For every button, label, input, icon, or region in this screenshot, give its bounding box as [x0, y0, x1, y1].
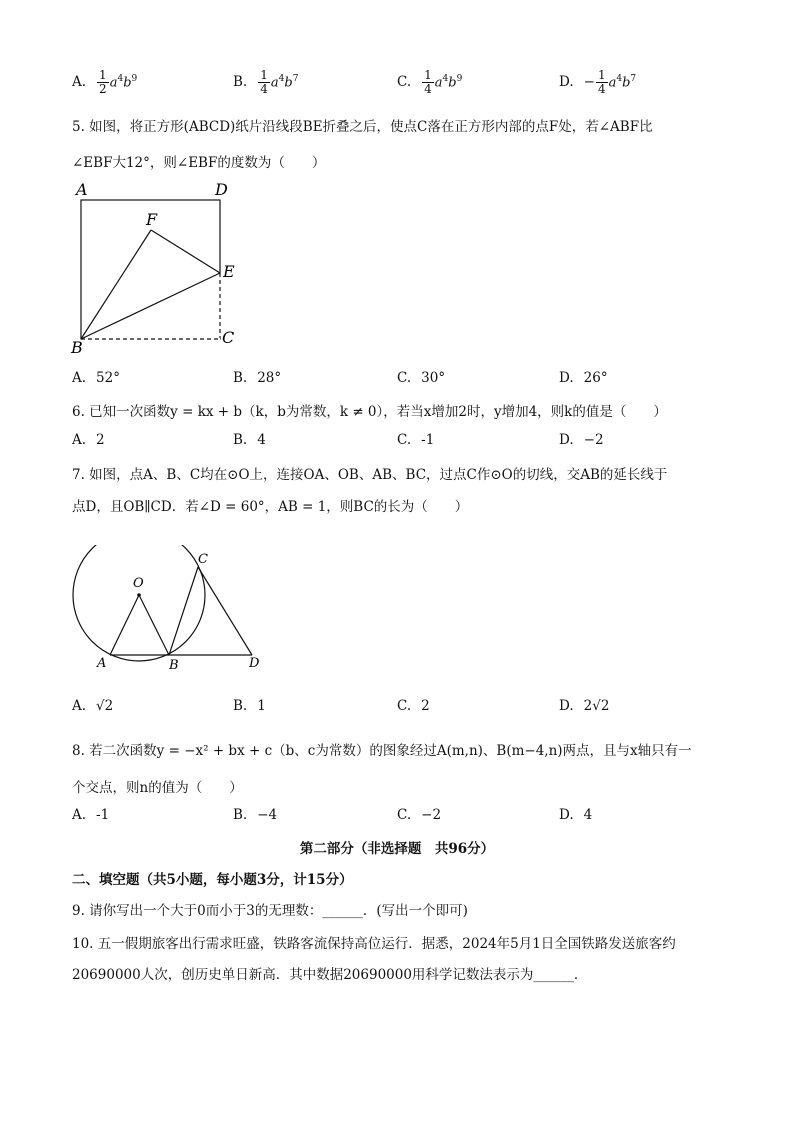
- label-f: F: [146, 210, 158, 229]
- q5-option-d[interactable]: D. 26°: [559, 370, 608, 386]
- q6-option-b[interactable]: B. 4: [233, 432, 266, 448]
- q7-options: [72, 686, 752, 726]
- q8-options: [72, 795, 752, 835]
- label-a: A: [97, 656, 107, 671]
- tangent-cd: [198, 567, 252, 655]
- segment-fe: [151, 230, 220, 273]
- q8-option-a[interactable]: A. -1: [72, 807, 110, 823]
- label-o: O: [133, 576, 144, 591]
- segment-ob: [139, 595, 169, 655]
- label-d: D: [215, 180, 228, 199]
- q7-circle-figure: [60, 545, 280, 680]
- q7-text-line2: 点D，且OB∥CD．若∠D = 60°，AB = 1，则BC的长为（ ）: [72, 499, 469, 515]
- q5-options: [72, 358, 752, 398]
- q8-option-b[interactable]: B. −4: [233, 807, 278, 823]
- q7-option-d[interactable]: D. 2√2: [559, 698, 610, 714]
- label-b: B: [169, 658, 179, 673]
- monomial: $a^4b^9$: [434, 73, 463, 91]
- label-b: B: [71, 338, 83, 355]
- q7-option-c[interactable]: C. 2: [397, 698, 430, 714]
- q6-option-a[interactable]: A. 2: [72, 432, 105, 448]
- label-c: C: [198, 552, 208, 567]
- q6-option-c[interactable]: C. -1: [397, 432, 435, 448]
- q10-text-line1: 10. 五一假期旅客出行需求旺盛，铁路客流保持高位运行．据悉，2024年5月1日全国铁路发送旅客约: [72, 936, 676, 952]
- q8-text-line1: 8. 若二次函数y = −x² + bx + c（b、c为常数）的图象经过A(m,n)、B(m−4,n)两点，且与x轴只有一: [72, 743, 692, 759]
- q5-option-c[interactable]: C. 30°: [397, 370, 446, 386]
- q7-text-line1: 7. 如图，点A、B、C均在⊙O上，连接OA、OB、AB、BC，过点C作⊙O的切线，交AB的延长线于: [72, 467, 668, 483]
- monomial: $a^4b^7$: [270, 73, 299, 91]
- q8-option-d[interactable]: D. 4: [559, 807, 593, 823]
- segment-oa: [110, 595, 139, 655]
- monomial: $a^4b^9$: [109, 73, 138, 91]
- segment-bc: [169, 567, 198, 655]
- q9-text: 9. 请你写出一个大于0而小于3的无理数：______．(写出一个即可): [72, 903, 468, 919]
- label-d: D: [249, 656, 260, 671]
- q7-option-b[interactable]: B. 1: [233, 698, 266, 714]
- label-e: E: [223, 262, 235, 281]
- q4-option-c[interactable]: C. $\frac{1}{4}$ $a^4b^9$: [397, 67, 463, 96]
- fraction: $\frac{1}{4}$: [424, 67, 432, 96]
- q8-text-line2: 个交点，则n的值为（ ）: [72, 780, 243, 796]
- q4-options: [72, 62, 752, 102]
- section2-title: 二、填空题（共5小题，每小题3分，计15分）: [72, 872, 353, 888]
- q5-option-b[interactable]: B. 28°: [233, 370, 282, 386]
- q7-option-a[interactable]: A. √2: [72, 698, 114, 714]
- monomial: $a^4b^7$: [608, 73, 637, 91]
- q6-option-d[interactable]: D. −2: [559, 432, 604, 448]
- q8-option-c[interactable]: C. −2: [397, 807, 442, 823]
- part2-title: 第二部分（非选择题 共96分）: [299, 841, 495, 857]
- q5-text-line2: ∠EBF大12°，则∠EBF的度数为（ ）: [72, 155, 326, 171]
- q10-text-line2: 20690000人次，创历史单日新高．其中数据20690000用科学记数法表示为______．: [72, 967, 588, 983]
- q6-options: [72, 420, 752, 460]
- fraction: $\frac{1}{2}$: [99, 67, 107, 96]
- q4-option-b[interactable]: B. $\frac{1}{4}$ $a^4b^7$: [233, 67, 299, 96]
- q5-text-line1: 5. 如图，将正方形(ABCD)纸片沿线段BE折叠之后，使点C落在正方形内部的点F处，若∠ABF比: [72, 119, 653, 135]
- q4-option-d[interactable]: D. − $\frac{1}{4}$ $a^4b^7$: [559, 67, 637, 96]
- label-a: A: [76, 180, 88, 199]
- label-c: C: [222, 328, 235, 347]
- fraction: $\frac{1}{4}$: [597, 67, 606, 96]
- q6-text: 6. 已知一次函数y = kx + b（k，b为常数，k ≠ 0），若当x增加2时，y增加4，则k的值是（ ）: [72, 404, 667, 420]
- circle-o: [73, 545, 205, 661]
- q4-option-a[interactable]: A. $\frac{1}{2}$ $a^4b^9$: [72, 67, 138, 96]
- q5-option-a[interactable]: A. 52°: [72, 370, 120, 386]
- q5-square-figure: [60, 175, 260, 355]
- fraction: $\frac{1}{4}$: [260, 67, 268, 96]
